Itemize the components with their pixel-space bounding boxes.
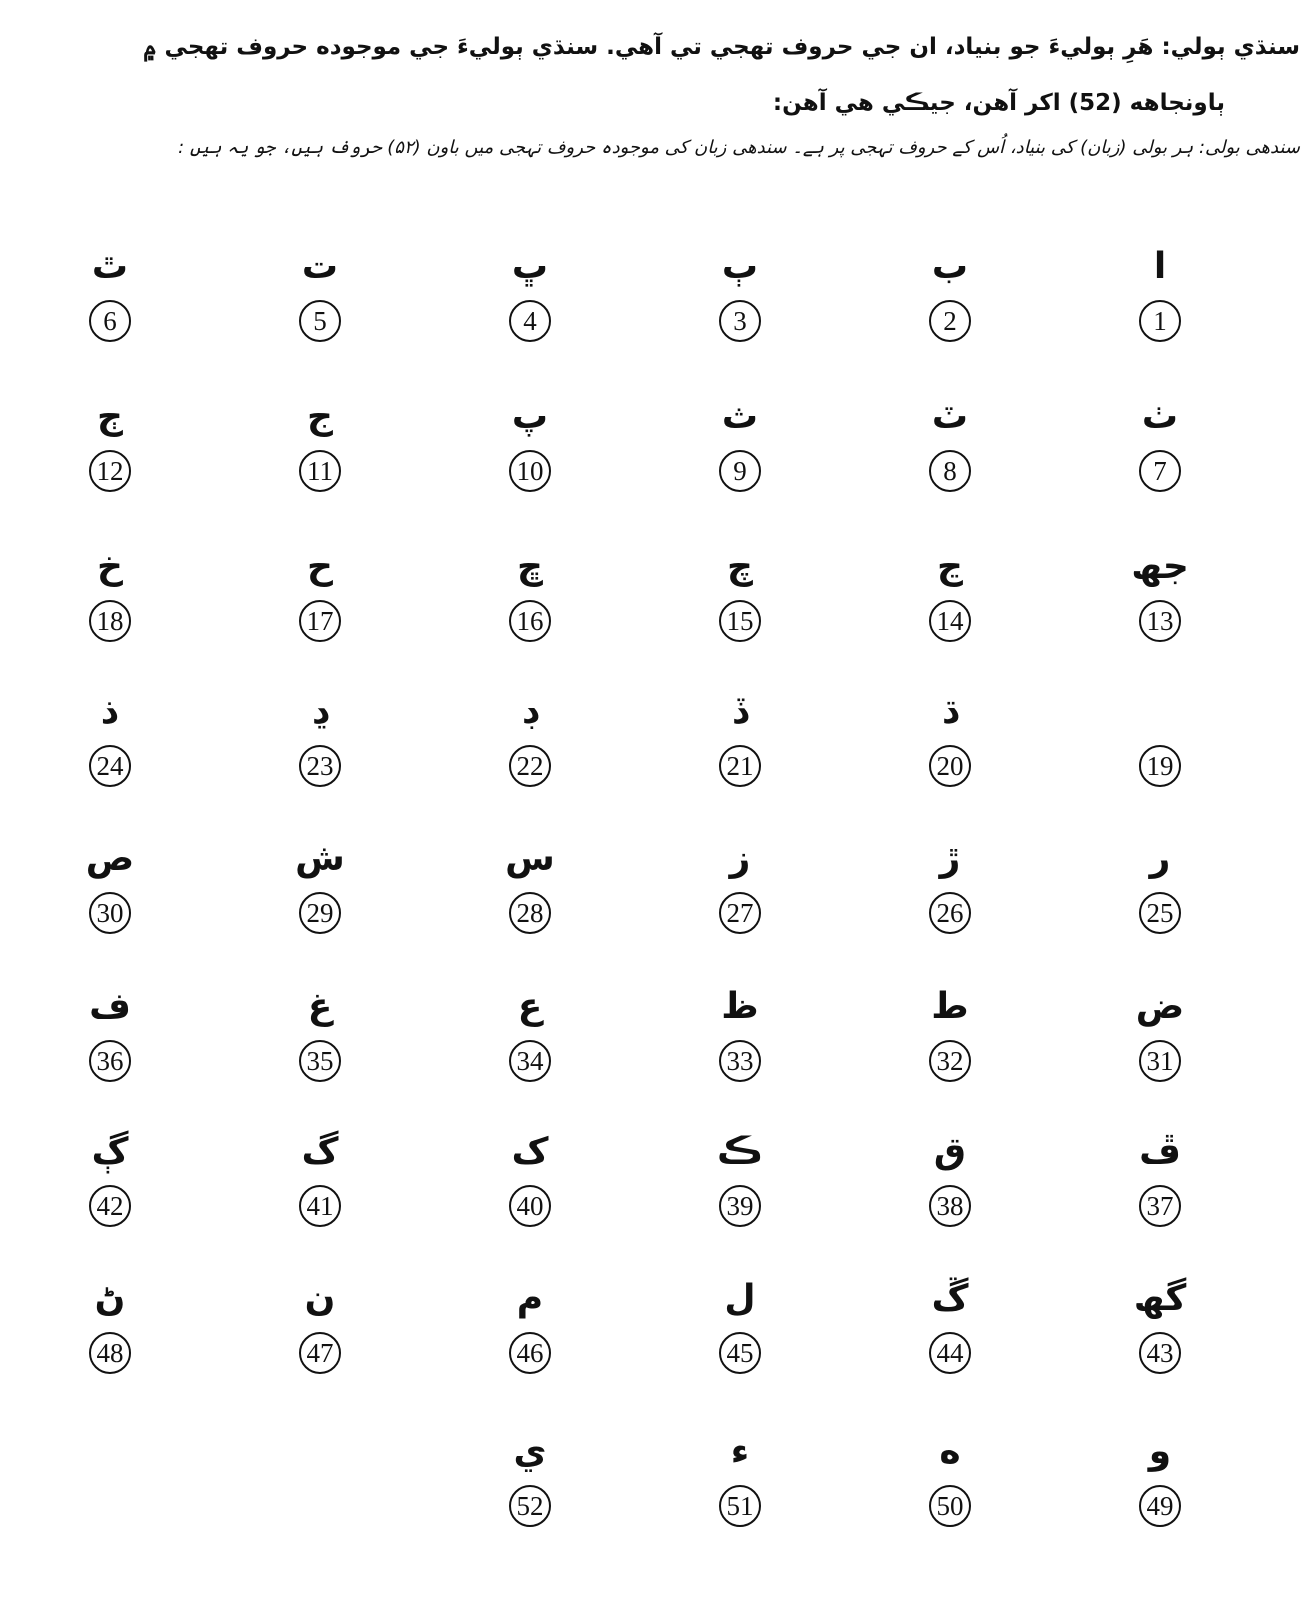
heading-urdu-line: سندھی بولی: ہر بولی (زبان) کی بنیاد، اُس کے حروف تہجی پر ہے۔ سندھی زبان کی موجودہ حروف تہجی میں باون (۵۲) حروف ہیں، جو یہ ہیں :: [178, 137, 1300, 158]
letter-glyph: چ: [727, 546, 753, 587]
letter-glyph: غ: [307, 986, 333, 1027]
letter-cell: [1100, 832, 1220, 934]
letter-glyph: ن: [304, 1278, 336, 1319]
circled-number: 11: [299, 450, 341, 492]
letter-glyph: ت: [301, 246, 339, 287]
letter-cell: [1100, 685, 1220, 787]
letter-cell: [260, 980, 380, 1082]
circled-number: 36: [89, 1040, 131, 1082]
letter-glyph: ڇ: [517, 546, 543, 587]
letter-cell: [680, 980, 800, 1082]
letter-cell: [1100, 980, 1220, 1082]
letter-cell: [1100, 1125, 1220, 1227]
circled-number: 33: [719, 1040, 761, 1082]
letter-glyph: ذ: [100, 691, 120, 732]
letter-glyph: ع: [517, 986, 543, 1027]
letter-cell: [1100, 390, 1220, 492]
letter-cell: [50, 832, 170, 934]
circled-number: 40: [509, 1185, 551, 1227]
circled-number: 17: [299, 600, 341, 642]
circled-number: 23: [299, 745, 341, 787]
letter-glyph: ڌ: [941, 691, 959, 732]
letter-glyph: ڏ: [731, 691, 749, 732]
letter-glyph: ط: [931, 986, 969, 1027]
letter-cell: [260, 540, 380, 642]
letter-cell: [260, 832, 380, 934]
letter-cell: [1100, 1425, 1220, 1527]
heading-sindhi-line-2: ٻاونجاهه (52) اکر آهن، جيڪي هي آهن:: [772, 90, 1225, 116]
letter-glyph: ٻ: [721, 246, 759, 287]
circled-number: 7: [1139, 450, 1181, 492]
letter-glyph: ڙ: [939, 838, 961, 879]
letter-cell: [890, 980, 1010, 1082]
letter-cell: [50, 540, 170, 642]
circled-number: 44: [929, 1332, 971, 1374]
letter-glyph: جھ: [1131, 546, 1189, 587]
letter-glyph: م: [516, 1278, 544, 1319]
letter-glyph: ظ: [721, 986, 759, 1027]
heading-sindhi-line-1: سنڌي ٻولي: هَرِ ٻوليءَ جو بنياد، ان جي حروف تهجي تي آهي. سنڌي ٻوليءَ جي موجوده حروف تهجي ۾: [143, 34, 1300, 60]
letter-glyph: ڊ: [521, 691, 539, 732]
letter-glyph: گ: [301, 1131, 339, 1172]
letter-cell: [50, 685, 170, 787]
letter-cell: [50, 1125, 170, 1227]
letter-cell: [890, 685, 1010, 787]
letter-cell: [260, 240, 380, 342]
circled-number: 22: [509, 745, 551, 787]
letter-glyph: ڄ: [97, 396, 123, 437]
circled-number: 43: [1139, 1332, 1181, 1374]
circled-number: 30: [89, 892, 131, 934]
letter-cell: [470, 390, 590, 492]
letter-glyph: ل: [724, 1278, 756, 1319]
letter-glyph: و: [1148, 1431, 1172, 1472]
letter-cell: [890, 540, 1010, 642]
letter-cell: [50, 390, 170, 492]
circled-number: 26: [929, 892, 971, 934]
circled-number: 1: [1139, 300, 1181, 342]
circled-number: 14: [929, 600, 971, 642]
circled-number: 9: [719, 450, 761, 492]
letter-glyph: ف: [89, 986, 131, 1027]
letter-glyph: ٿ: [91, 246, 129, 287]
letter-glyph: ڦ: [1139, 1131, 1181, 1172]
letter-glyph: ڪ: [717, 1131, 763, 1172]
circled-number: 10: [509, 450, 551, 492]
letter-glyph: ش: [295, 838, 345, 879]
letter-cell: [1100, 1272, 1220, 1374]
letter-glyph: گھ: [1133, 1278, 1187, 1319]
letter-cell: [470, 540, 590, 642]
letter-cell: [890, 1125, 1010, 1227]
letter-glyph: ڱ: [931, 1278, 969, 1319]
letter-cell: [470, 832, 590, 934]
letter-glyph: ه: [939, 1431, 961, 1472]
letter-glyph: ا: [1153, 246, 1167, 287]
circled-number: 28: [509, 892, 551, 934]
letter-glyph: ض: [1135, 986, 1185, 1027]
letter-cell: [470, 240, 590, 342]
circled-number: 34: [509, 1040, 551, 1082]
letter-cell: [890, 390, 1010, 492]
letter-cell: [470, 1125, 590, 1227]
circled-number: 19: [1139, 745, 1181, 787]
circled-number: 47: [299, 1332, 341, 1374]
circled-number: 52: [509, 1485, 551, 1527]
circled-number: 20: [929, 745, 971, 787]
letter-cell: [890, 1425, 1010, 1527]
letter-cell: [680, 540, 800, 642]
circled-number: 21: [719, 745, 761, 787]
letter-cell: [1100, 240, 1220, 342]
letter-cell: [470, 1272, 590, 1374]
circled-number: 32: [929, 1040, 971, 1082]
circled-number: 8: [929, 450, 971, 492]
letter-glyph: ي: [513, 1431, 547, 1472]
letter-glyph: ڃ: [937, 546, 963, 587]
letter-cell: [680, 832, 800, 934]
letter-cell: [260, 1125, 380, 1227]
letter-glyph: ز: [729, 838, 751, 879]
circled-number: 31: [1139, 1040, 1181, 1082]
letter-glyph: پ: [511, 396, 549, 437]
circled-number: 15: [719, 600, 761, 642]
letter-glyph: ک: [511, 1131, 549, 1172]
letter-glyph: ٽ: [931, 396, 969, 437]
circled-number: 5: [299, 300, 341, 342]
letter-cell: [1100, 540, 1220, 642]
letter-glyph: ج: [307, 396, 333, 437]
circled-number: 46: [509, 1332, 551, 1374]
circled-number: 18: [89, 600, 131, 642]
letter-cell: [680, 1125, 800, 1227]
alphabet-grid: [0, 240, 1312, 1540]
circled-number: 42: [89, 1185, 131, 1227]
letter-cell: [260, 1272, 380, 1374]
letter-glyph: ء: [730, 1431, 750, 1472]
circled-number: 51: [719, 1485, 761, 1527]
letter-glyph: خ: [97, 546, 123, 587]
letter-glyph: ڳ: [91, 1131, 129, 1172]
letter-cell: [890, 1272, 1010, 1374]
circled-number: 27: [719, 892, 761, 934]
letter-cell: [680, 1272, 800, 1374]
letter-glyph: س: [505, 838, 555, 879]
letter-glyph: ٺ: [1141, 396, 1179, 437]
letter-glyph: ث: [721, 396, 759, 437]
letter-glyph: [1100, 685, 1220, 739]
circled-number: 16: [509, 600, 551, 642]
letter-cell: [890, 240, 1010, 342]
circled-number: 45: [719, 1332, 761, 1374]
letter-glyph: ڍ: [311, 691, 329, 732]
circled-number: 49: [1139, 1485, 1181, 1527]
circled-number: 48: [89, 1332, 131, 1374]
letter-glyph: ح: [307, 546, 333, 587]
circled-number: 25: [1139, 892, 1181, 934]
circled-number: 35: [299, 1040, 341, 1082]
letter-cell: [680, 1425, 800, 1527]
letter-cell: [680, 390, 800, 492]
letter-cell: [50, 980, 170, 1082]
letter-glyph: ق: [933, 1131, 967, 1172]
circled-number: 6: [89, 300, 131, 342]
letter-cell: [260, 685, 380, 787]
letter-cell: [470, 1425, 590, 1527]
circled-number: 41: [299, 1185, 341, 1227]
circled-number: 24: [89, 745, 131, 787]
circled-number: 2: [929, 300, 971, 342]
letter-glyph: ڻ: [94, 1278, 126, 1319]
circled-number: 3: [719, 300, 761, 342]
letter-glyph: ڀ: [511, 246, 549, 287]
letter-cell: [470, 980, 590, 1082]
circled-number: 12: [89, 450, 131, 492]
letter-cell: [50, 240, 170, 342]
letter-cell: [680, 685, 800, 787]
letter-cell: [50, 1272, 170, 1374]
letter-glyph: ص: [85, 838, 135, 879]
circled-number: 39: [719, 1185, 761, 1227]
circled-number: 50: [929, 1485, 971, 1527]
circled-number: 13: [1139, 600, 1181, 642]
circled-number: 38: [929, 1185, 971, 1227]
letter-cell: [260, 390, 380, 492]
circled-number: 37: [1139, 1185, 1181, 1227]
letter-cell: [890, 832, 1010, 934]
letter-cell: [680, 240, 800, 342]
circled-number: 29: [299, 892, 341, 934]
circled-number: 4: [509, 300, 551, 342]
letter-cell: [470, 685, 590, 787]
letter-glyph: ب: [931, 246, 969, 287]
letter-glyph: ر: [1149, 838, 1171, 879]
